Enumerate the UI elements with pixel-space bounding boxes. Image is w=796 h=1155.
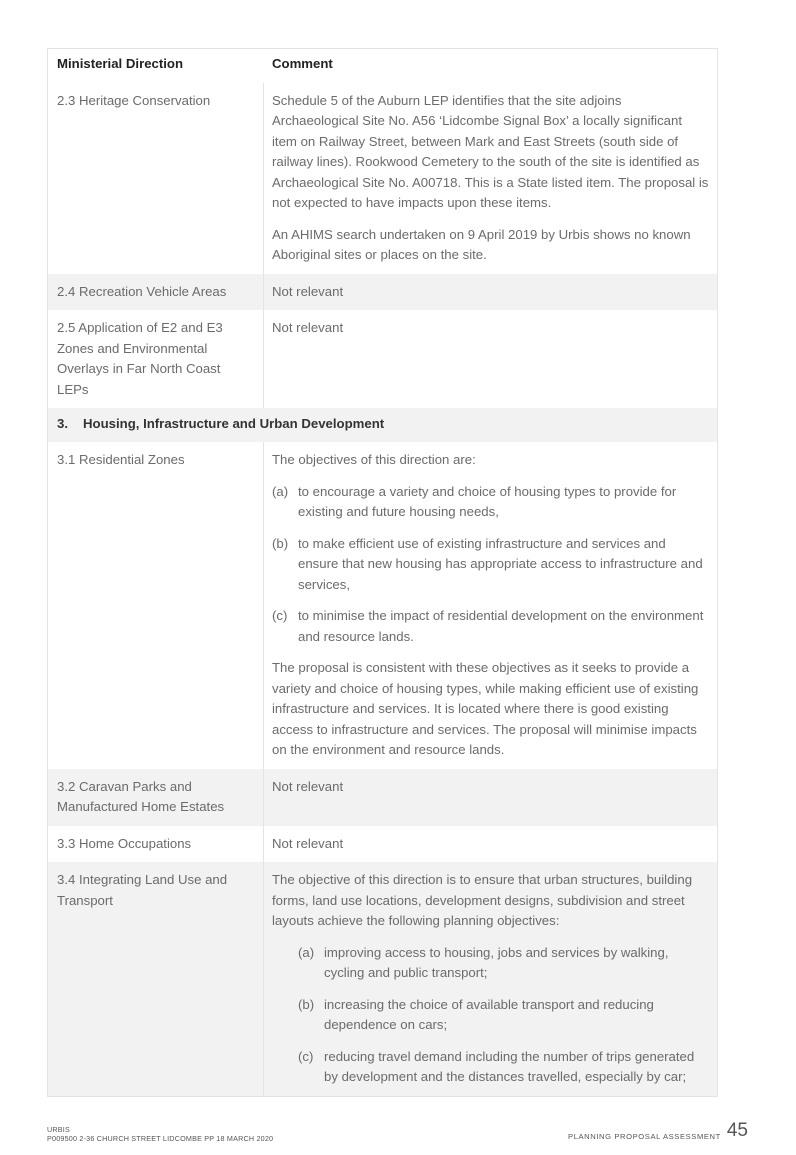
comment-paragraph: An AHIMS search undertaken on 9 April 2019 by Urbis shows no known Aboriginal sites or places on the site. [272,226,691,262]
direction-comment: Not relevant [272,778,344,794]
section-title: Housing, Infrastructure and Urban Development [83,416,385,431]
list-item [272,1047,709,1088]
ministerial-directions-table [47,48,718,1097]
list-item [272,606,709,647]
table-header-row [48,49,717,83]
direction-comment [264,83,717,274]
direction-comment: Not relevant [272,320,344,335]
footer-company: URBIS [47,1125,70,1134]
footer-left [47,1125,273,1143]
header-ministerial-direction: Ministerial Direction [57,56,184,71]
table-row-2-5 [48,310,717,408]
direction-label: 2.3 Heritage Conservation [48,83,264,274]
list-item [272,482,709,523]
direction-label: 3.1 Residential Zones [48,442,264,769]
list-item-text: to encourage a variety and choice of housing types to provide for existing and future housing needs, [298,483,677,519]
comment-paragraph: The proposal is consistent with these objectives as it seeks to provide a variety and choice of housing types, while making efficient use of existing infrastructure and services. It is located where there is good existing access to infrastructure and services. The proposal will minimise impacts on the environment and resource lands. [272,660,699,757]
list-item-label: (b) [272,535,289,551]
table-row-3-2 [48,769,717,826]
footer-project: P009500 2-36 CHURCH STREET LIDCOMBE PP 18 MARCH 2020 [47,1134,274,1143]
direction-label: 2.5 Application of E2 and E3 Zones and Environmental Overlays in Far North Coast LEPs [48,310,264,408]
comment-paragraph: The objectives of this direction are: [272,452,476,467]
header-comment: Comment [272,56,333,71]
direction-label: 2.4 Recreation Vehicle Areas [48,274,264,311]
section-heading-row [48,408,717,442]
comment-paragraph: The objective of this direction is to ensure that urban structures, building forms, land use locations, development designs, subdivision and street layouts achieve the following planning objectives: [272,872,693,928]
direction-label: 3.4 Integrating Land Use and Transport [48,862,264,1096]
direction-label: 3.2 Caravan Parks and Manufactured Home Estates [48,769,264,826]
list-item-label: (a) [272,483,289,499]
direction-comment: Not relevant [272,283,344,299]
page-number: 45 [726,1120,748,1141]
list-item-label: (b) [298,996,315,1012]
direction-comment [264,442,717,769]
comment-paragraph: Schedule 5 of the Auburn LEP identifies that the site adjoins Archaeological Site No. A56 ‘Lidcombe Signal Box’ a locally significant item on Railway Street, between Mark and East Streets (south side of railway lines). Rookwood Cemetery to the south of the site is identified as Archaeological Site No. A00718. This is a State listed item. The proposal is not expected to have impacts upon these items. [272,92,709,210]
table-row-3-1 [48,442,717,769]
table-row-2-4 [48,274,717,311]
section-heading [48,408,393,442]
list-item-text: improving access to housing, jobs and services by walking, cycling and public transport; [324,944,669,980]
list-item [272,943,709,984]
direction-comment [264,862,717,1096]
list-item [272,995,709,1036]
footer-section: PLANNING PROPOSAL ASSESSMENT [568,1132,721,1141]
list-item-label: (c) [272,608,288,623]
list-item-label: (a) [298,944,315,960]
list-item-text: to make efficient use of existing infrastructure and services and ensure that new housing has appropriate access to infrastructure and services, [298,535,703,592]
section-number: 3. [57,416,68,431]
list-item-label: (c) [298,1048,314,1064]
table-row-3-4 [48,862,717,1096]
footer-right [568,1121,748,1141]
list-item-text: to minimise the impact of residential development on the environment and resource lands. [298,608,704,644]
list-item-text: increasing the choice of available transport and reducing dependence on cars; [324,996,654,1032]
direction-label: 3.3 Home Occupations [48,826,264,863]
list-item [272,534,709,596]
table-row-2-3 [48,83,717,274]
direction-comment: Not relevant [272,835,344,851]
table-row-3-3 [48,826,717,863]
list-item-text: reducing travel demand including the number of trips generated by development and the distances travelled, especially by car; [324,1048,695,1084]
